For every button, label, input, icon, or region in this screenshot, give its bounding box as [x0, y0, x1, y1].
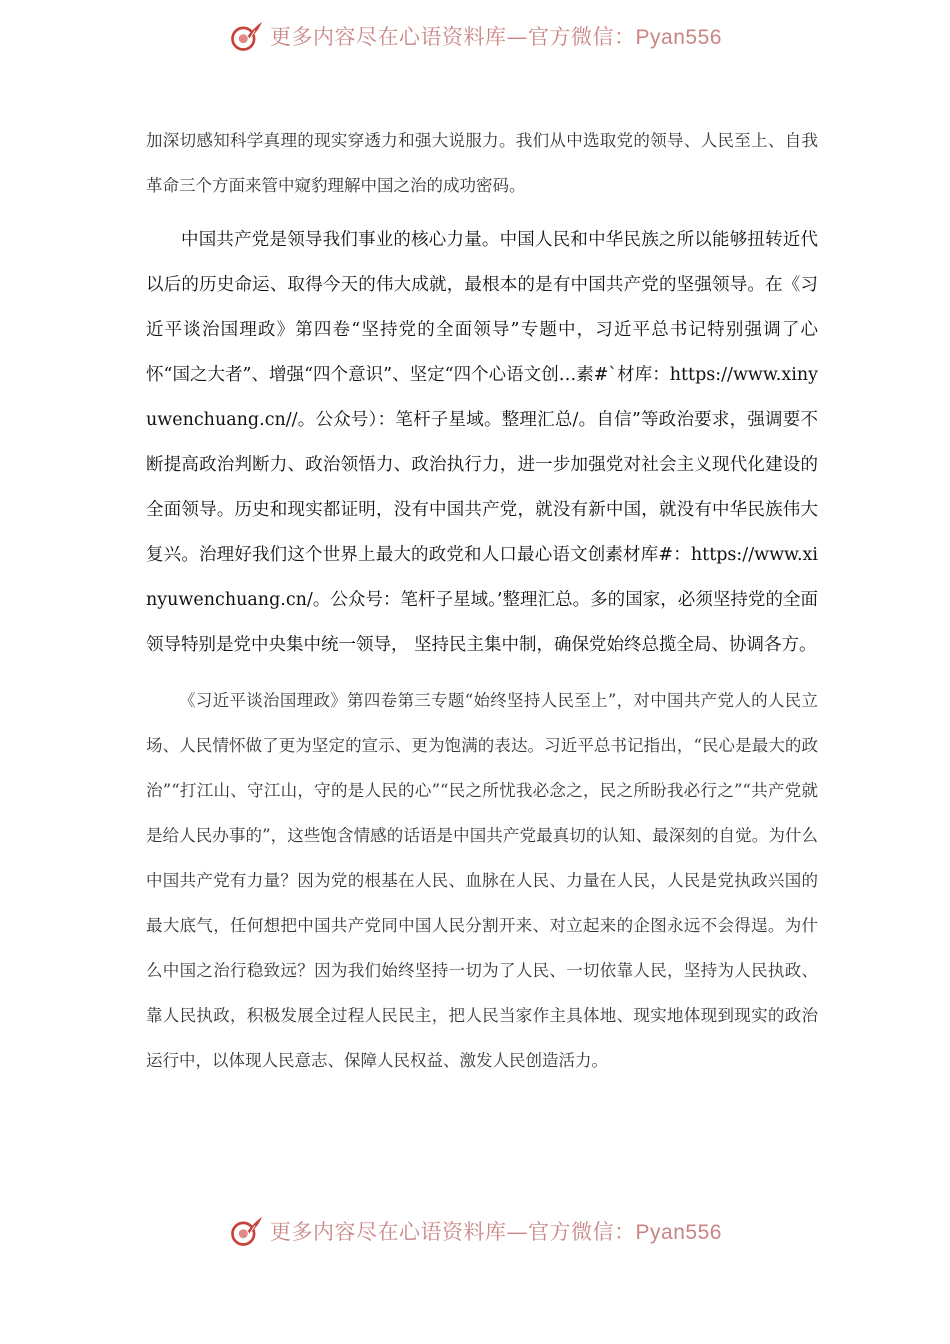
paragraph-2: 中国共产党是领导我们事业的核心力量。中国人民和中华民族之所以能够扭转近代以后的历史命运、取得今天的伟大成就，最根本的是有中国共产党的坚强领导。在《习近平谈治国理政》第四卷“坚持党的全面领导”专题中，习近平总书记特别强调了心怀“国之大者”、增强“四个意识”、坚定“四个心语文创…素#`材库：https://www.xinyuwenchuang.cn//。公众号）：笔杆子星域。整理汇总/。自信”等政治要求，强调要不断提高政治判断力、政治领悟力、政治执行力，进一步加强党对社会主义现代化建设的全面领导。历史和现实都证明，没有中国共产党，就没有新中国，就没有中华民族伟大复兴。治理好我们这个世界上最大的政党和人口最心语文创素材库#：https://www.xinyuwenchuang.cn/。公众号：笔杆子星域。’整理汇总。多的国家，必须坚持党的全面领导特别是党中央集中统一领导， 坚持民主集中制，确保党始终总揽全局、协调各方。 [146, 230, 818, 655]
paragraph-3: 《习近平谈治国理政》第四卷第三专题“始终坚持人民至上”，对中国共产党人的人民立场、人民情怀做了更为坚定的宣示、更为饱满的表达。习近平总书记指出，“民心是最大的政治”“打江山、守江山，守的是人民的心”“民之所忧我必念之，民之所盼我必行之”“共产党就是给人民办事的”，这些饱含情感的话语是中国共产党最真切的认知、最深刻的自觉。为什么中国共产党有力量？因为党的根基在人民、血脉在人民、力量在人民，人民是党执政兴国的最大底气，任何想把中国共产党同中国人民分割开来、对立起来的企图永远不会得逞。为什么中国之治行稳致远？因为我们始终坚持一切为了人民、一切依靠人民，坚持为人民执政、靠人民执政，积极发展全过程人民民主，把人民当家作主具体地、现实地体现到现实的政治运行中，以体现人民意志、保障人民权益、激发人民创造活力。 [146, 691, 818, 1070]
paragraph-1: 加深切感知科学真理的现实穿透力和强大说服力。我们从中选取党的领导、人民至上、自我革命三个方面来管中窥豹理解中国之治的成功密码。 [146, 131, 818, 195]
header-banner-label: 更多内容尽在心语资料库—官方微信： [270, 25, 636, 49]
header-banner-text [270, 21, 722, 51]
footer-banner-text [270, 1216, 722, 1246]
document-body [146, 118, 818, 1083]
footer-wechat-id: Pyan556 [635, 1221, 722, 1244]
header-wechat-id: Pyan556 [635, 26, 722, 49]
quill-pen-logo-icon [228, 1213, 264, 1249]
footer-banner [0, 1209, 950, 1253]
footer-banner-label: 更多内容尽在心语资料库—官方微信： [270, 1220, 636, 1244]
header-banner [0, 14, 950, 58]
quill-pen-logo-icon [228, 18, 264, 54]
